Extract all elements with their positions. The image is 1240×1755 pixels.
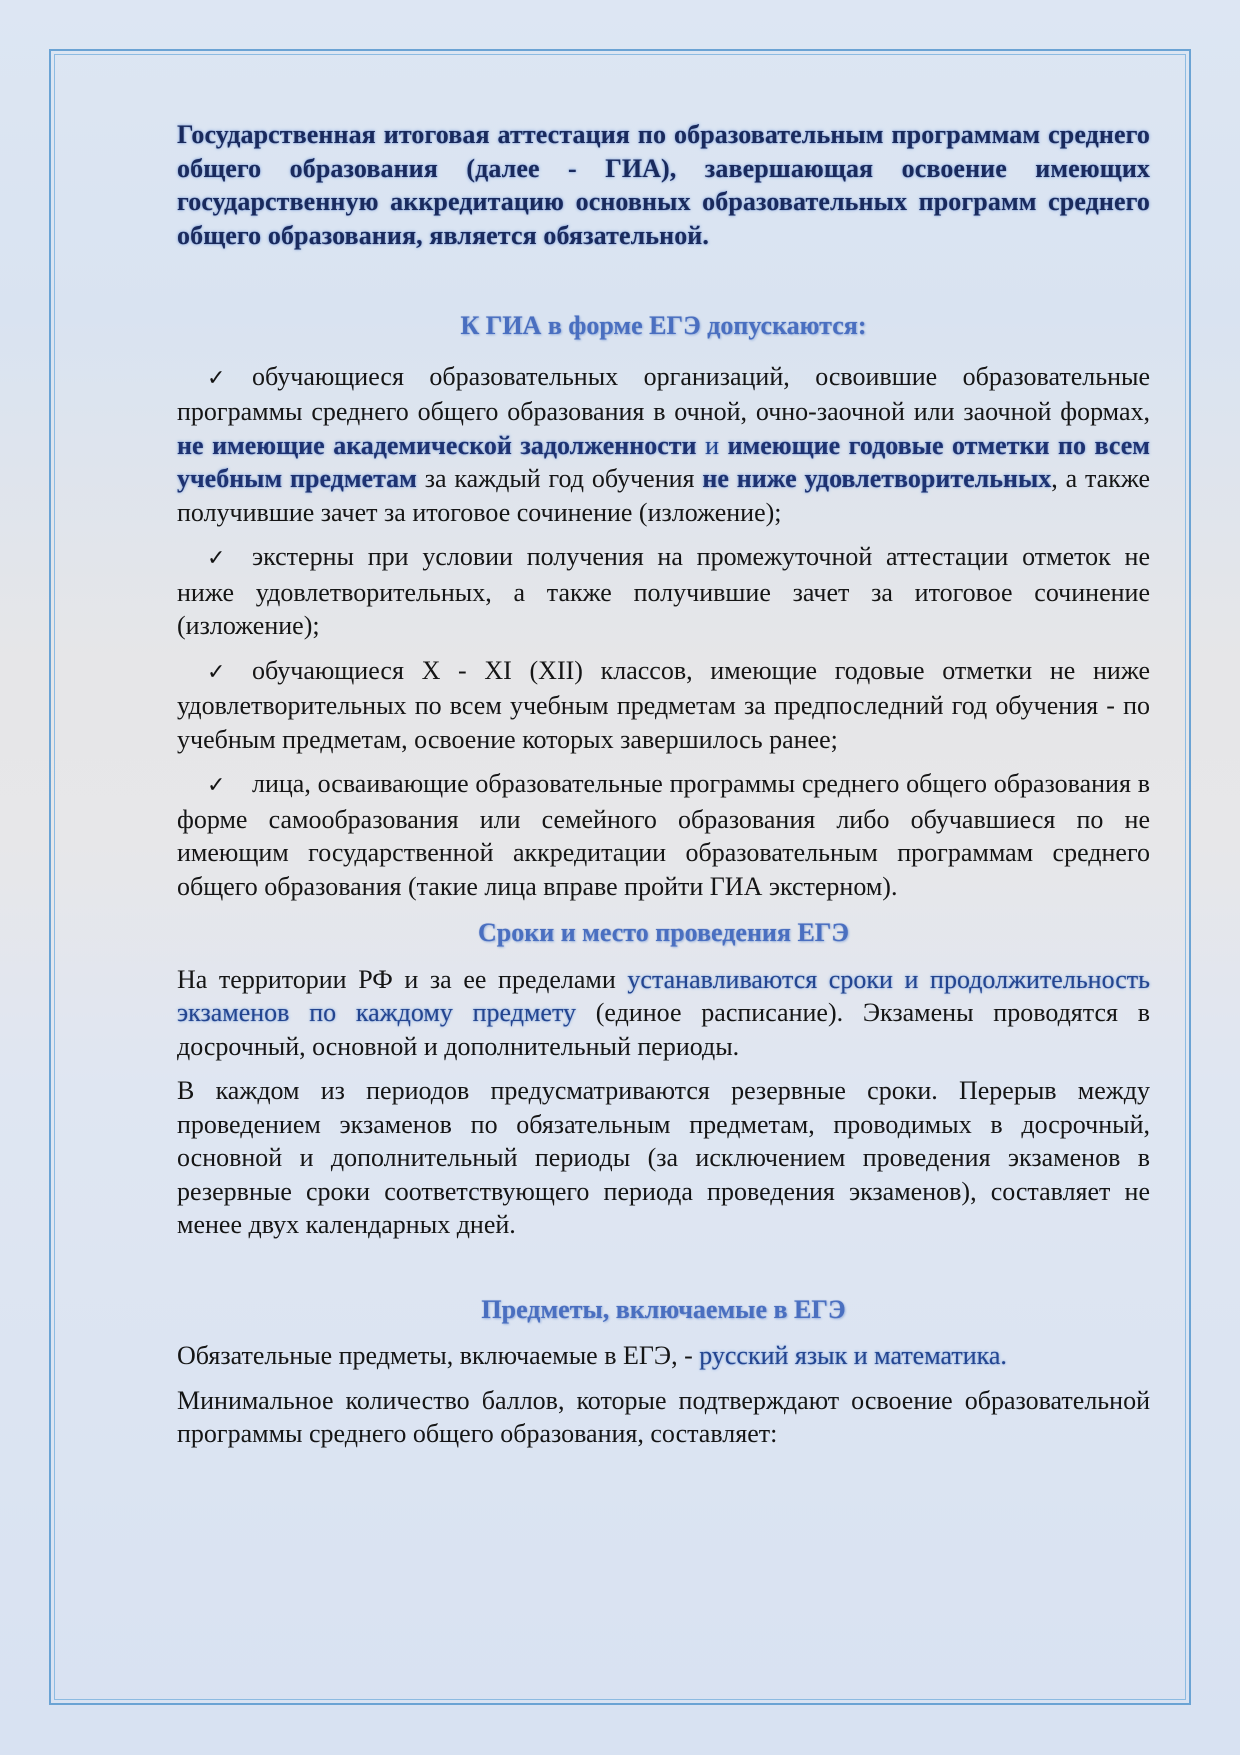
list-item: ✓ обучающиеся образовательных организаций, освоившие образовательные программы среднего общего образования в очной, очно-заочной или заочной формах, не имеющие академической задолженности и имеющие годовые отметки по всем учебным предметам за каждый год обучения не ниже удовлетворительных, а также получившие зачет за итоговое сочинение (изложение); xyxy=(177,361,1150,527)
heading-admission: К ГИА в форме ЕГЭ допускаются: xyxy=(460,311,867,340)
checkmark-icon: ✓ xyxy=(207,659,226,685)
highlight-text: устанавливаются сроки и продолжительность экзаменов по каждому предмету xyxy=(177,964,1150,1027)
highlight-text: русский язык и математика. xyxy=(699,1341,1007,1370)
min-score-paragraph: Минимальное количество баллов, которые подтверждают освоение образовательной программы среднего общего образования, составляет: xyxy=(177,1385,1150,1448)
checkmark-icon: ✓ xyxy=(207,546,226,571)
reserve-paragraph: В каждом из периодов предусматриваются резервные сроки. Перерыв между проведением экзаменов по обязательным предметам, проводимых в досрочный, основной и дополнительный периоды (за исключением проведения экзаменов в резервные сроки соответствующего периода проведения экзаменов), составляет не менее двух календарных дней. xyxy=(177,1076,1150,1239)
heading-subjects: Предметы, включаемые в ЕГЭ xyxy=(481,1294,846,1324)
list-item: ✓ экстерны при условии получения на промежуточной аттестации отметок не ниже удовлетворительных, а также получившие зачет за итоговое сочинение (изложение); xyxy=(177,542,1150,640)
checkmark-icon: ✓ xyxy=(207,365,226,391)
checkmark-icon: ✓ xyxy=(207,773,226,798)
subjects-paragraph: Обязательные предметы, включаемые в ЕГЭ, - русский язык и математика. xyxy=(177,1341,1007,1370)
document-body xyxy=(177,118,1150,1451)
schedule-paragraph: На территории РФ и за ее пределами устанавливаются сроки и продолжительность экзаменов по каждому предмету (единое расписание). Экзамены проводятся в досрочный, основной и дополнительный периоды. xyxy=(177,964,1150,1061)
heading-schedule: Сроки и место проведения ЕГЭ xyxy=(478,918,849,947)
highlight-text: не ниже удовлетворительных xyxy=(702,464,1052,493)
list-item: ✓ обучающиеся X - XI (XII) классов, имеющие годовые отметки не ниже удовлетворительных по всем учебным предметам за предпоследний год обучения - по учебным предметам, освоение которых завершилось ранее; xyxy=(177,655,1150,754)
list-item: ✓ лица, осваивающие образовательные программы среднего общего образования в форме самообразования или семейного образования либо обучавшиеся по не имеющим государственной аккредитации образовательным программам среднего общего образования (такие лица вправе пройти ГИА экстерном). xyxy=(177,769,1150,901)
highlight-text: не имеющие академической задолженности xyxy=(177,430,697,460)
highlight-text: имеющие годовые отметки по всем учебным предметам xyxy=(177,430,1150,493)
intro-paragraph: Государственная итоговая аттестация по образовательным программам среднего общего образования (далее - ГИА), завершающая освоение имеющих государственную аккредитацию основных образовательных программ среднего общего образования, является обязательной. xyxy=(177,120,1150,250)
